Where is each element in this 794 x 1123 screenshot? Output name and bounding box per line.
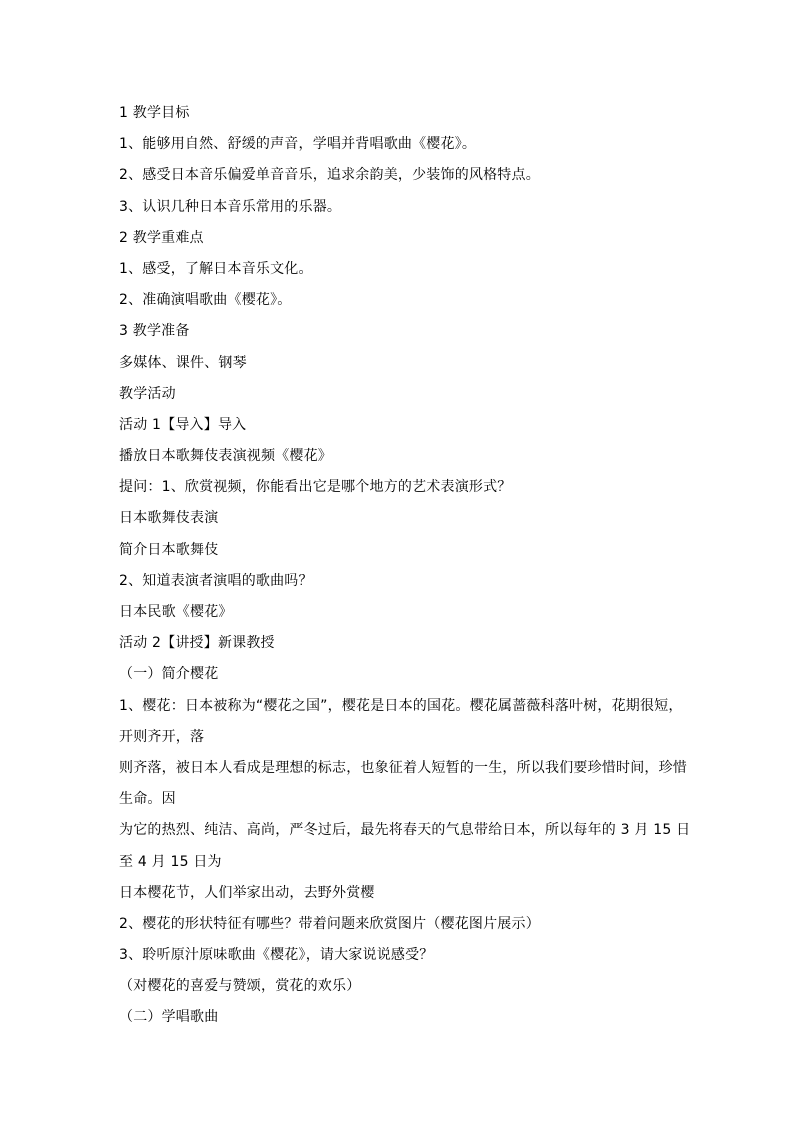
preparation-text: 多媒体、课件、钢琴 (119, 354, 247, 371)
section-heading-key-points: 2 教学重难点 (119, 229, 204, 246)
paragraph-line: 播放日本歌舞伎表演视频《樱花》 (119, 448, 332, 465)
subsection-heading: （一）简介樱花 (119, 666, 219, 683)
paragraph-line: 日本樱花节，人们举家出动，去野外赏樱 (119, 884, 375, 901)
key-point-item: 2、准确演唱歌曲《樱花》。 (119, 292, 292, 309)
paragraph-line: 提问：1、欣赏视频，你能看出它是哪个地方的艺术表演形式？ (119, 479, 512, 496)
subsection-heading: （二）学唱歌曲 (119, 1009, 219, 1026)
paragraph-line: 简介日本歌舞伎 (119, 541, 219, 558)
objective-item: 1、能够用自然、舒缓的声音，学唱并背唱歌曲《樱花》。 (119, 136, 477, 153)
paragraph-line: 则齐落，被日本人看成是理想的标志，也象征着人短暂的一生，所以我们要珍惜时间，珍惜 (119, 759, 687, 776)
paragraph-line: 2、知道表演者演唱的歌曲吗？ (119, 572, 313, 589)
paragraph-line: 至 4 月 15 日为 (119, 853, 222, 870)
paragraph-line: 日本民歌《樱花》 (119, 604, 233, 620)
paragraph-line: 开则齐开，落 (119, 728, 205, 745)
key-point-item: 1、感受，了解日本音乐文化。 (119, 260, 313, 277)
section-heading-objectives: 1 教学目标 (119, 105, 190, 121)
objective-item: 2、感受日本音乐偏爱单音音乐，追求余韵美，少装饰的风格特点。 (119, 167, 540, 184)
paragraph-line: 生命。因 (119, 791, 176, 808)
section-heading-activities: 教学活动 (119, 385, 176, 402)
paragraph-line: 日本歌舞伎表演 (119, 510, 219, 527)
document-body (119, 98, 691, 1034)
paragraph-line: （对樱花的喜爱与赞颂，赏花的欢乐） (119, 978, 361, 995)
paragraph-line: 1、樱花：日本被称为“樱花之国”，樱花是日本的国花。樱花属蔷薇科落叶树，花期很短， (119, 697, 683, 714)
paragraph-line: 3、聆听原汁原味歌曲《樱花》，请大家说说感受？ (119, 947, 434, 964)
activity-heading: 活动 2【讲授】新课教授 (119, 635, 275, 652)
activity-heading: 活动 1【导入】导入 (119, 416, 247, 433)
paragraph-line: 2、樱花的形状特征有哪些？带着问题来欣赏图片（樱花图片展示） (119, 915, 540, 932)
section-heading-preparation: 3 教学准备 (119, 323, 190, 340)
paragraph-line: 为它的热烈、纯洁、高尚，严冬过后，最先将春天的气息带给日本，所以每年的 3 月 15 日 (119, 822, 691, 839)
objective-item: 3、认识几种日本音乐常用的乐器。 (119, 198, 342, 215)
